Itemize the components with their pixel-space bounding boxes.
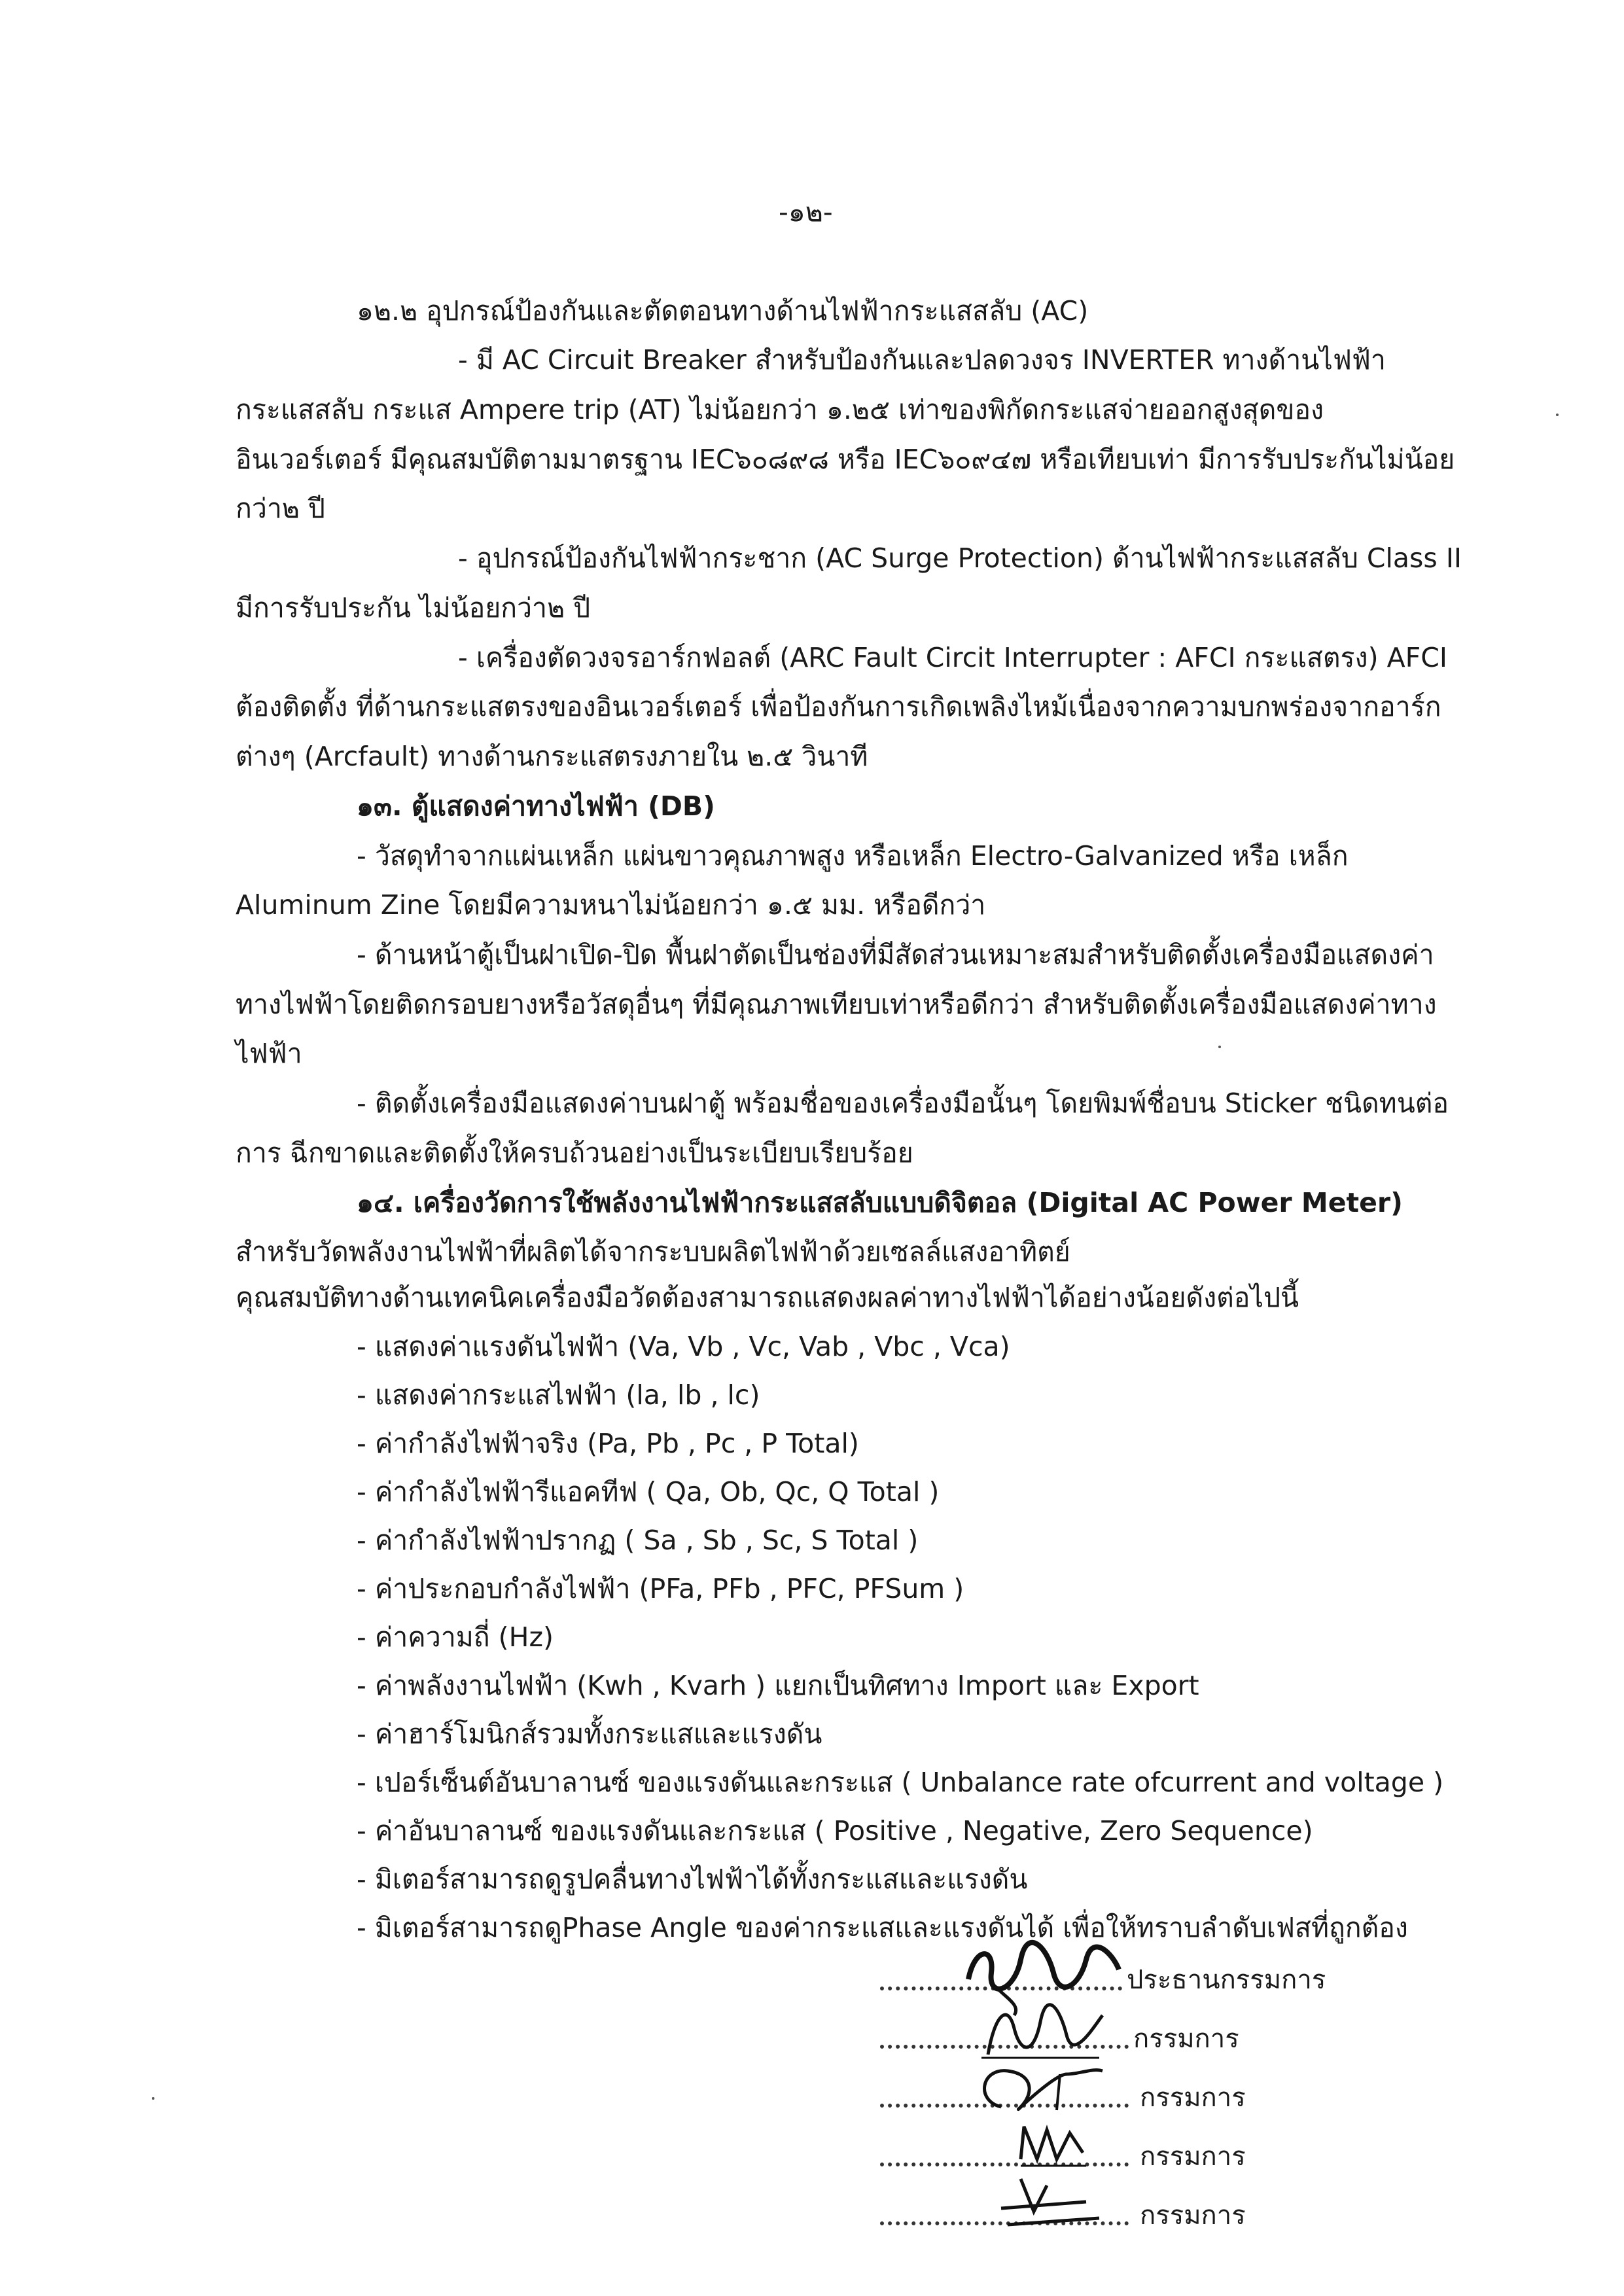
scan-speck	[152, 2097, 154, 2100]
body-line: ต่างๆ (Arcfault) ทางด้านกระแสตรงภายใน ๒.๕ วินาที	[236, 741, 868, 772]
body-line: อินเวอร์เตอร์ มีคุณสมบัติตามมาตรฐาน IEC๖๐๘๙๘ หรือ IEC๖๐๙๔๗ หรือเทียบเท่า มีการรับประกันไม่น้อย	[236, 444, 1455, 475]
spec-item: - ค่าความถี่ (Hz)	[357, 1621, 554, 1653]
body-line: - ติดตั้งเครื่องมือแสดงค่าบนฝาตู้ พร้อมชื่อของเครื่องมือนั้นๆ โดยพิมพ์ชื่อบน Sticker ชนิดทนต่อ	[357, 1087, 1449, 1119]
body-line: ไฟฟ้า	[236, 1038, 302, 1069]
body-line: คุณสมบัติทางด้านเทคนิคเครื่องมือวัดต้องสามารถแสดงผลค่าทางไฟฟ้าได้อย่างน้อยดังต่อไปนี้	[236, 1282, 1299, 1313]
body-line: - เครื่องตัดวงจรอาร์กฟอลต์ (ARC Fault Circit Interrupter : AFCI กระแสตรง) AFCI	[458, 642, 1447, 673]
signature-role-member: กรรมการ	[1140, 2083, 1246, 2113]
spec-item: - มิเตอร์สามารถดูPhase Angle ของค่ากระแสและแรงดันได้ เพื่อให้ทราบลำดับเฟสที่ถูกต้อง	[357, 1912, 1408, 1943]
body-line: Aluminum Zine โดยมีความหนาไม่น้อยกว่า ๑.๕ มม. หรือดีกว่า	[236, 889, 986, 921]
body-line: - ด้านหน้าตู้เป็นฝาเปิด-ปิด พื้นฝาตัดเป็นช่องที่มีสัดส่วนเหมาะสมสำหรับติดตั้งเครื่องมือแสดงค่า	[357, 939, 1434, 970]
body-line: - มี AC Circuit Breaker สำหรับป้องกันและปลดวงจร INVERTER ทางด้านไฟฟ้า	[458, 344, 1386, 376]
spec-item: - ค่ากำลังไฟฟ้ารีแอคทีฟ ( Qa, Ob, Qc, Q Total )	[357, 1476, 940, 1508]
spec-item: - ค่าฮาร์โมนิกส์รวมทั้งกระแสและแรงดัน	[357, 1718, 822, 1750]
spec-item: - เปอร์เซ็นต์อันบาลานซ์ ของแรงดันและกระแส ( Unbalance rate ofcurrent and voltage )	[357, 1767, 1444, 1798]
body-line: สำหรับวัดพลังงานไฟฟ้าที่ผลิตได้จากระบบผลิตไฟฟ้าด้วยเซลล์แสงอาทิตย์	[236, 1236, 1070, 1267]
signature-role-chairman: ประธานกรรมการ	[1127, 1965, 1326, 1995]
spec-item: - แสดงค่าแรงดันไฟฟ้า (Va, Vb , Vc, Vab , Vbc , Vca)	[357, 1331, 1010, 1362]
signature-mark	[962, 2055, 1119, 2120]
section-12-2-heading: ๑๒.๒ อุปกรณ์ป้องกันและตัดตอนทางด้านไฟฟ้ากระแสสลับ (AC)	[357, 295, 1089, 327]
body-line: การ ฉีกขาดและติดตั้งให้ครบถ้วนอย่างเป็นระเบียบเรียบร้อย	[236, 1137, 913, 1169]
spec-item: - ค่าอันบาลานซ์ ของแรงดันและกระแส ( Positive , Negative, Zero Sequence)	[357, 1815, 1313, 1846]
body-line: มีการรับประกัน ไม่น้อยกว่า๒ ปี	[236, 592, 591, 624]
body-line: กระแสสลับ กระแส Ampere trip (AT) ไม่น้อยกว่า ๑.๒๕ เท่าของพิกัดกระแสจ่ายออกสูงสุดของ	[236, 394, 1324, 425]
scan-speck	[1556, 414, 1559, 416]
body-line: ต้องติดตั้ง ที่ด้านกระแสตรงของอินเวอร์เตอร์ เพื่อป้องกันการเกิดเพลิงไหม้เนื่องจากความบกพร่องจากอาร์ก	[236, 691, 1441, 722]
signature-role-member: กรรมการ	[1140, 2200, 1246, 2231]
spec-item: - ค่ากำลังไฟฟ้าปรากฏ ( Sa , Sb , Sc, S Total )	[357, 1525, 919, 1556]
body-line: - วัสดุทำจากแผ่นเหล็ก แผ่นขาวคุณภาพสูง หรือเหล็ก Electro-Galvanized หรือ เหล็ก	[357, 840, 1349, 872]
signature-role-member: กรรมการ	[1133, 2024, 1239, 2054]
section-13-heading: ๑๓. ตู้แสดงค่าทางไฟฟ้า (DB)	[357, 790, 715, 822]
scan-speck	[1218, 1046, 1221, 1048]
signature-mark	[981, 2172, 1112, 2238]
spec-item: - ค่าพลังงานไฟฟ้า (Kwh , Kvarh ) แยกเป็นทิศทาง Import และ Export	[357, 1670, 1199, 1701]
spec-item: - มิเตอร์สามารถดูรูปคลื่นทางไฟฟ้าได้ทั้งกระแสและแรงดัน	[357, 1863, 1028, 1895]
body-line: - อุปกรณ์ป้องกันไฟฟ้ากระชาก (AC Surge Protection) ด้านไฟฟ้ากระแสสลับ Class II	[458, 542, 1462, 574]
spec-item: - แสดงค่ากระแสไฟฟ้า (la, lb , lc)	[357, 1379, 760, 1411]
page-number: -๑๒-	[779, 196, 833, 228]
body-line: ทางไฟฟ้าโดยติดกรอบยางหรือวัสดุอื่นๆ ที่มีคุณภาพเทียบเท่าหรือดีกว่า สำหรับติดตั้งเครื่องมือแสดงค่าทาง	[236, 989, 1437, 1020]
section-14-heading: ๑๔. เครื่องวัดการใช้พลังงานไฟฟ้ากระแสสลับแบบดิจิตอล (Digital AC Power Meter)	[357, 1187, 1403, 1218]
spec-item: - ค่าประกอบกำลังไฟฟ้า (PFa, PFb , PFC, PFSum )	[357, 1573, 964, 1604]
signature-role-member: กรรมการ	[1140, 2142, 1246, 2172]
body-line: กว่า๒ ปี	[236, 493, 325, 524]
spec-item: - ค่ากำลังไฟฟ้าจริง (Pa, Pb , Pc , P Total)	[357, 1428, 859, 1459]
signature-mark	[1008, 2120, 1099, 2179]
